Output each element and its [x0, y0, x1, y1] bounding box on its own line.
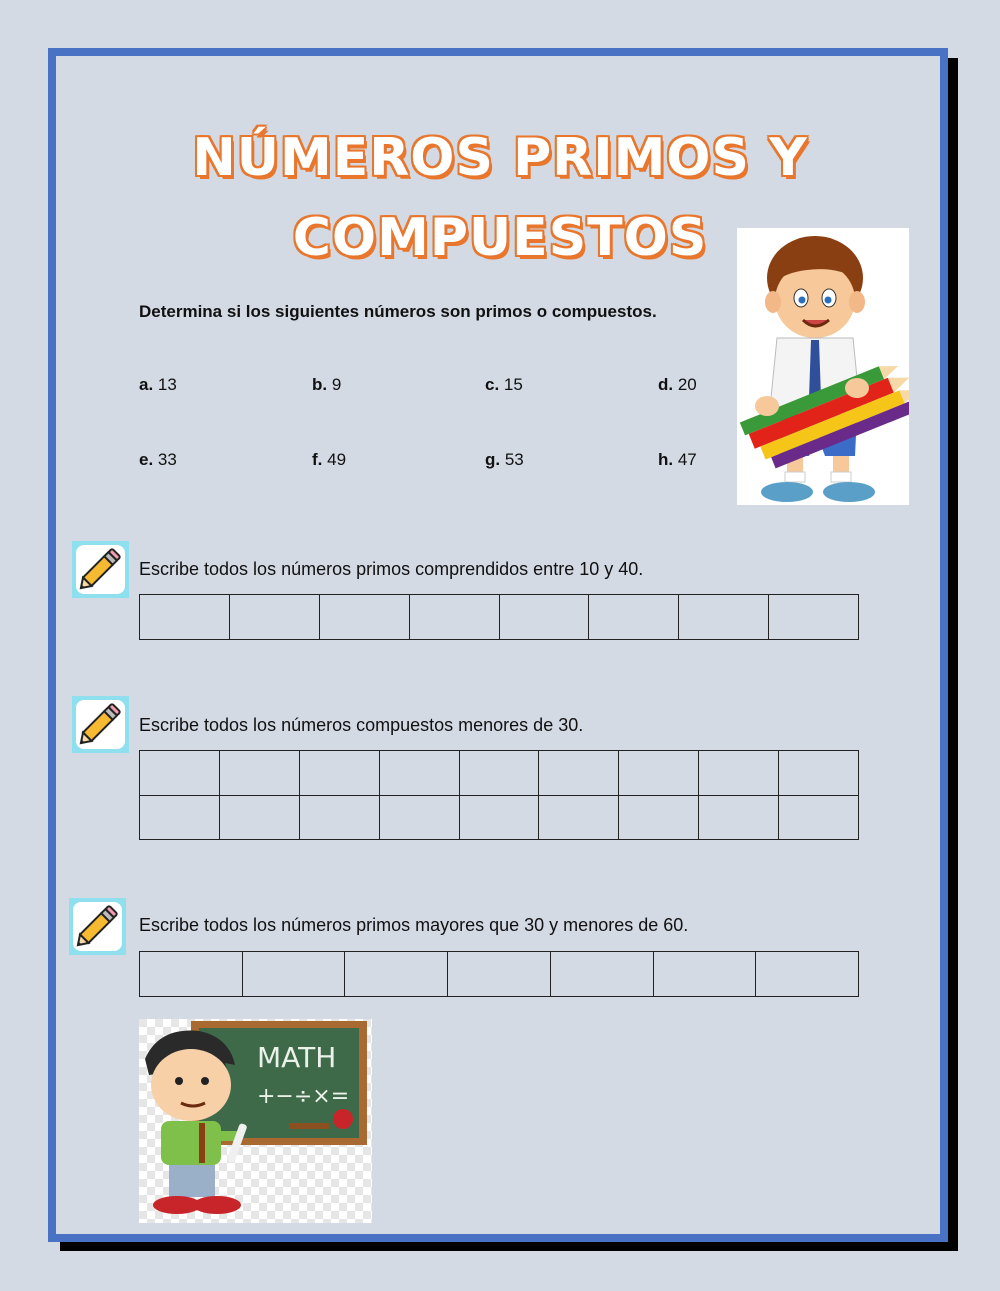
answer-cell[interactable]: [409, 595, 499, 640]
answer-cell[interactable]: [699, 751, 779, 796]
answer-cell[interactable]: [448, 952, 551, 997]
answer-cell[interactable]: [219, 751, 299, 796]
chalkboard-title: MATH: [257, 1041, 337, 1074]
answer-cell[interactable]: [619, 751, 699, 796]
answer-cell[interactable]: [299, 751, 379, 796]
answer-cell[interactable]: [140, 751, 220, 796]
answer-cell[interactable]: [550, 952, 653, 997]
boy-at-math-chalkboard-illustration: [139, 1019, 372, 1223]
item-e: e. 33: [139, 450, 177, 469]
answer-cell[interactable]: [219, 796, 299, 840]
answer-cell[interactable]: [499, 595, 589, 640]
answer-cell[interactable]: [379, 796, 459, 840]
pencil-icon: [69, 898, 126, 955]
answer-cell[interactable]: [140, 952, 243, 997]
answer-cell[interactable]: [539, 796, 619, 840]
answer-cell[interactable]: [379, 751, 459, 796]
item-a: a. 13: [139, 375, 177, 394]
answer-cell[interactable]: [699, 796, 779, 840]
item-h: h. 47: [658, 450, 697, 469]
title-line-2: COMPUESTOS: [292, 208, 708, 268]
answer-cell[interactable]: [459, 751, 539, 796]
answer-cell[interactable]: [140, 595, 230, 640]
answer-cell[interactable]: [242, 952, 345, 997]
answer-cell[interactable]: [779, 751, 859, 796]
title-line-1: NÚMEROS PRIMOS Y: [192, 128, 808, 188]
item-f: f. 49: [312, 450, 347, 469]
answer-cell[interactable]: [539, 751, 619, 796]
item-g: g. 53: [485, 450, 524, 469]
answer-cell[interactable]: [756, 952, 859, 997]
boy-with-pencils-illustration: [737, 228, 909, 505]
pencil-icon: [72, 696, 129, 753]
answer-cell[interactable]: [299, 796, 379, 840]
task-2-text: Escribe todos los números compuestos menores de 30.: [139, 715, 584, 735]
item-c: c. 15: [485, 375, 523, 394]
answer-cell[interactable]: [589, 595, 679, 640]
task-3-text: Escribe todos los números primos mayores que 30 y menores de 60.: [139, 915, 689, 935]
instruction: Determina si los siguientes números son primos o compuestos.: [139, 302, 657, 321]
answer-cell[interactable]: [319, 595, 409, 640]
answer-cell[interactable]: [459, 796, 539, 840]
answer-cell[interactable]: [779, 796, 859, 840]
answer-cell[interactable]: [679, 595, 769, 640]
answer-grid-1: [139, 594, 859, 640]
answer-cell[interactable]: [769, 595, 859, 640]
answer-cell[interactable]: [619, 796, 699, 840]
pencil-icon: [72, 541, 129, 598]
answer-cell[interactable]: [653, 952, 756, 997]
answer-cell[interactable]: [140, 796, 220, 840]
task-1-text: Escribe todos los números primos comprendidos entre 10 y 40.: [139, 559, 644, 579]
item-b: b. 9: [312, 375, 342, 394]
answer-cell[interactable]: [345, 952, 448, 997]
answer-cell[interactable]: [229, 595, 319, 640]
answer-grid-3: [139, 951, 859, 997]
answer-grid-2: [139, 750, 859, 840]
chalkboard-symbols: +−÷×=: [257, 1084, 350, 1109]
item-d: d. 20: [658, 375, 697, 394]
